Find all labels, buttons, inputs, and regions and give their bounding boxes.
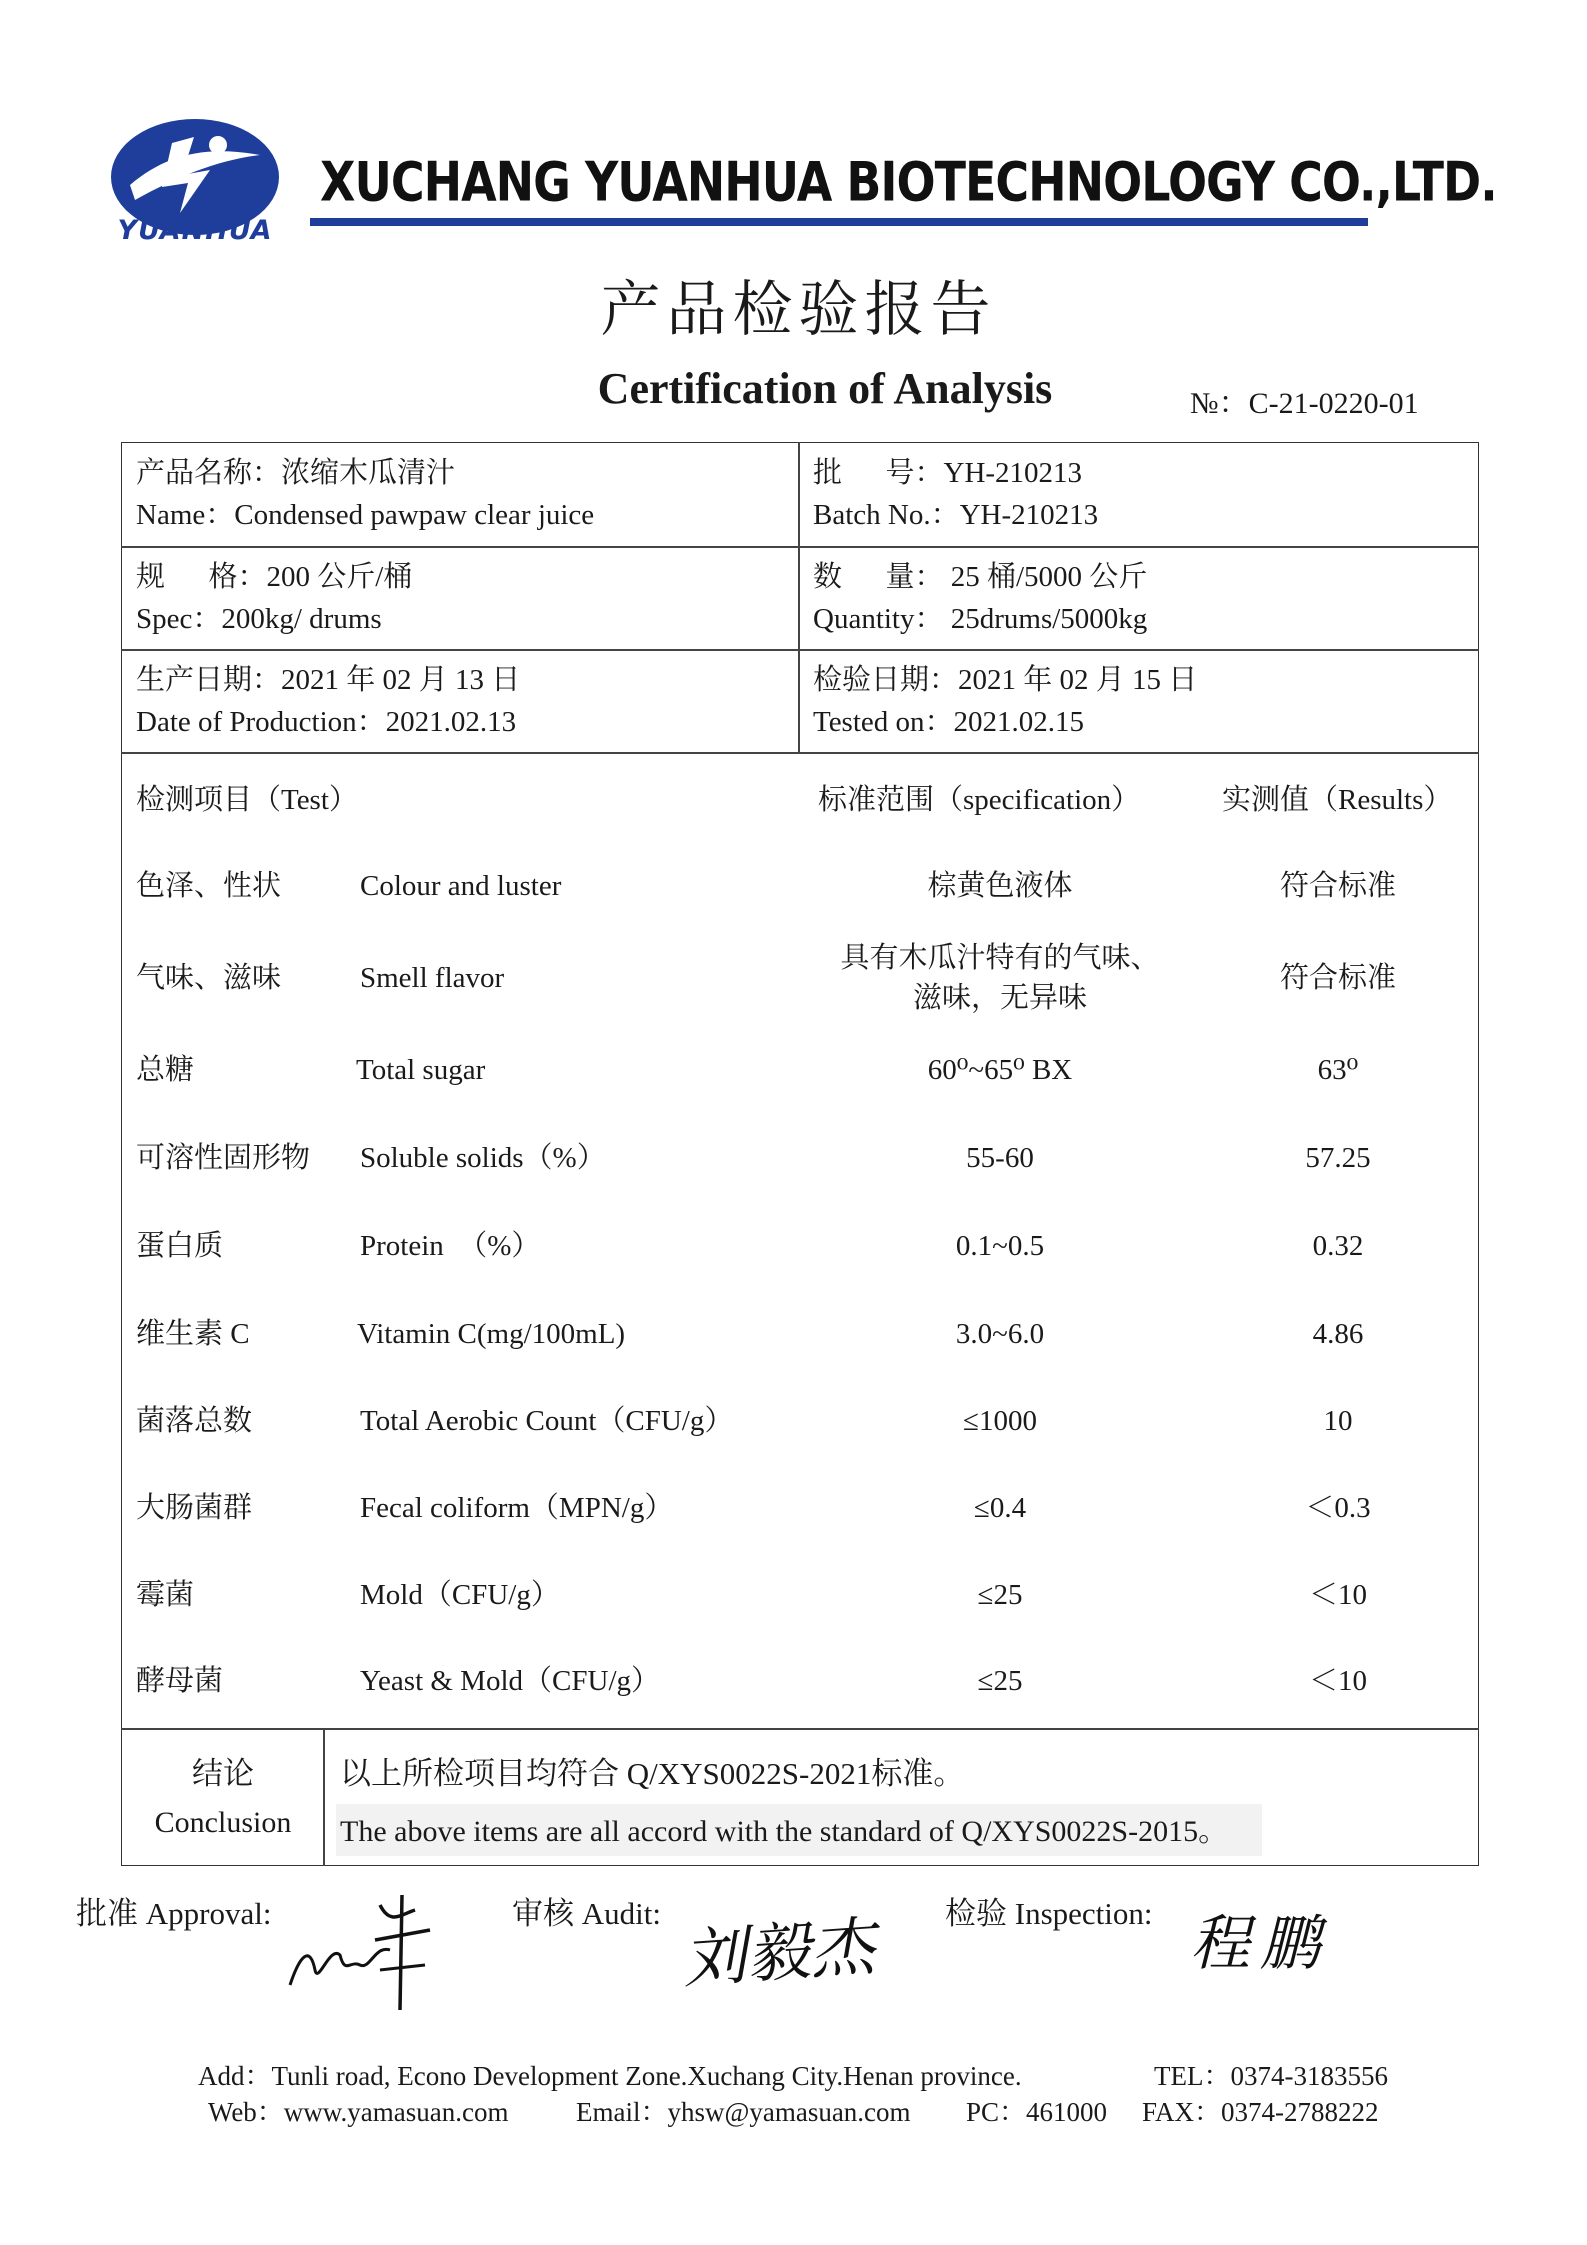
quantity-en: Quantity： 25drums/5000kg: [813, 603, 1148, 635]
test-name-cn: 总糖: [136, 1054, 195, 1086]
footer-fax: FAX：0374-2788222: [1142, 2097, 1379, 2127]
batch-number-en: Batch No.：YH-210213: [813, 499, 1099, 531]
result-value: ＜10: [1308, 1579, 1367, 1611]
tested-date: [813, 659, 1197, 743]
table-row: [0, 942, 1587, 1014]
divider: [121, 546, 1479, 548]
test-name-cn: 大肠菌群: [136, 1492, 253, 1524]
table-row: [0, 1128, 1587, 1188]
result-value: 符合标准: [1279, 870, 1396, 902]
spec-value: 3.0~6.0: [955, 1318, 1045, 1350]
approval-signature-icon: [280, 1885, 450, 2015]
table-row: [0, 1216, 1587, 1276]
divider: [798, 442, 800, 752]
title-english: Certification of Analysis: [597, 364, 1053, 413]
footer-tel: TEL：0374-3183556: [1154, 2061, 1388, 2091]
result-value: 63⁰: [1317, 1054, 1359, 1086]
product-name-cn: 产品名称：浓缩木瓜清汁: [136, 457, 456, 489]
test-name-en: Yeast & Mold（CFU/g）: [360, 1665, 660, 1697]
table-row: [0, 1565, 1587, 1625]
result-value: 57.25: [1305, 1142, 1371, 1174]
spec-value: 55-60: [966, 1142, 1034, 1174]
spec-value: 60⁰~65⁰ BX: [927, 1054, 1073, 1086]
batch-number: [813, 452, 1098, 536]
test-name-en: Fecal coliform（MPN/g）: [360, 1492, 674, 1524]
conclusion-label-en: Conclusion: [154, 1806, 292, 1839]
spec-en: Spec：200kg/ drums: [136, 603, 382, 635]
table-row: [0, 1391, 1587, 1451]
spec-value: 棕黄色液体: [927, 870, 1073, 902]
header-results: 实测值（Results）: [1222, 784, 1453, 816]
audit-label: 审核 Audit:: [512, 1896, 661, 1931]
test-name-en: Colour and luster: [360, 870, 562, 902]
production-date-en: Date of Production：2021.02.13: [136, 706, 517, 738]
conclusion-text-en: The above items are all accord with the standard of Q/XYS0022S-2015。: [336, 1804, 1262, 1856]
spec-value: ≤25: [977, 1665, 1023, 1697]
spec-value: [800, 938, 1200, 1018]
test-name-en: Soluble solids（%）: [360, 1142, 606, 1174]
batch-number-cn: 批 号：YH-210213: [813, 457, 1083, 489]
tested-date-cn: 检验日期：2021 年 02 月 15 日: [813, 664, 1198, 696]
divider: [121, 649, 1479, 651]
test-name-cn: 气味、滋味: [136, 962, 282, 994]
inspection-label: 检验 Inspection:: [945, 1896, 1153, 1931]
spec: [136, 556, 412, 640]
approval-label: 批准 Approval:: [76, 1896, 272, 1931]
inspection-signature: 程鹏: [1190, 1909, 1330, 1979]
result-value: 符合标准: [1279, 962, 1396, 994]
footer-postcode: PC：461000: [966, 2097, 1108, 2127]
table-row: [0, 1478, 1587, 1538]
table-header: [0, 770, 1587, 830]
test-name-cn: 可溶性固形物: [136, 1142, 311, 1174]
conclusion-label-cn: 结论: [192, 1756, 254, 1791]
report-number: №：C-21-0220-01: [1190, 387, 1419, 420]
test-name-en: Mold（CFU/g）: [360, 1579, 560, 1611]
table-row: [0, 1651, 1587, 1711]
table-row: [0, 1040, 1587, 1100]
footer-address: Add：Tunli road, Econo Development Zone.Xuchang City.Henan province.: [198, 2061, 1022, 2091]
result-value: ＜10: [1308, 1665, 1367, 1697]
test-name-en: Total Aerobic Count（CFU/g）: [360, 1405, 734, 1437]
result-value: ＜0.3: [1305, 1492, 1371, 1524]
audit-signature: 刘毅杰: [680, 1910, 877, 1998]
spec-line: 滋味，无异味: [912, 982, 1087, 1014]
product-name-en: Name：Condensed pawpaw clear juice: [136, 499, 595, 531]
result-value: 10: [1323, 1405, 1353, 1437]
spec-value: ≤0.4: [973, 1492, 1027, 1524]
spec-value: ≤25: [977, 1579, 1023, 1611]
table-row: [0, 1304, 1587, 1364]
result-value: 0.32: [1312, 1230, 1364, 1262]
test-name-en: Protein （%）: [360, 1230, 541, 1262]
tested-date-en: Tested on：2021.02.15: [813, 706, 1085, 738]
title-chinese: 产品检验报告: [600, 277, 997, 343]
logo-wordmark: YUANHUA: [117, 215, 273, 246]
test-name-cn: 菌落总数: [136, 1405, 253, 1437]
divider: [121, 1728, 1479, 1730]
footer-web: Web：www.yamasuan.com: [208, 2097, 509, 2127]
header-spec: 标准范围（specification）: [818, 784, 1141, 816]
test-name-cn: 酵母菌: [136, 1665, 224, 1697]
conclusion-text-cn: 以上所检项目均符合 Q/XYS0022S-2021标准。: [340, 1756, 965, 1791]
spec-line: 具有木瓜汁特有的气味、: [840, 942, 1160, 974]
footer-email: Email：yhsw@yamasuan.com: [576, 2097, 911, 2127]
header-test: 检测项目（Test）: [136, 784, 358, 816]
spec-value: ≤1000: [963, 1405, 1037, 1437]
test-name-en: Total sugar: [356, 1054, 486, 1086]
test-name-cn: 维生素 C: [136, 1318, 250, 1350]
test-name-en: Smell flavor: [360, 962, 505, 994]
test-name-cn: 蛋白质: [136, 1230, 224, 1262]
production-date: [136, 659, 520, 743]
test-name-cn: 色泽、性状: [136, 870, 282, 902]
result-value: 4.86: [1312, 1318, 1364, 1350]
header-rule: [310, 218, 1368, 226]
quantity-cn: 数 量： 25 桶/5000 公斤: [813, 561, 1148, 593]
test-name-en: Vitamin C(mg/100mL): [357, 1318, 626, 1350]
table-row: [0, 856, 1587, 916]
production-date-cn: 生产日期：2021 年 02 月 13 日: [136, 664, 521, 696]
spec-cn: 规 格：200 公斤/桶: [136, 561, 413, 593]
product-name: [136, 452, 594, 536]
spec-value: 0.1~0.5: [955, 1230, 1045, 1262]
divider: [121, 752, 1479, 754]
test-name-cn: 霉菌: [136, 1579, 195, 1611]
quantity: [813, 556, 1147, 640]
company-name: XUCHANG YUANHUA BIOTECHNOLOGY CO.,LTD.: [320, 150, 1497, 214]
